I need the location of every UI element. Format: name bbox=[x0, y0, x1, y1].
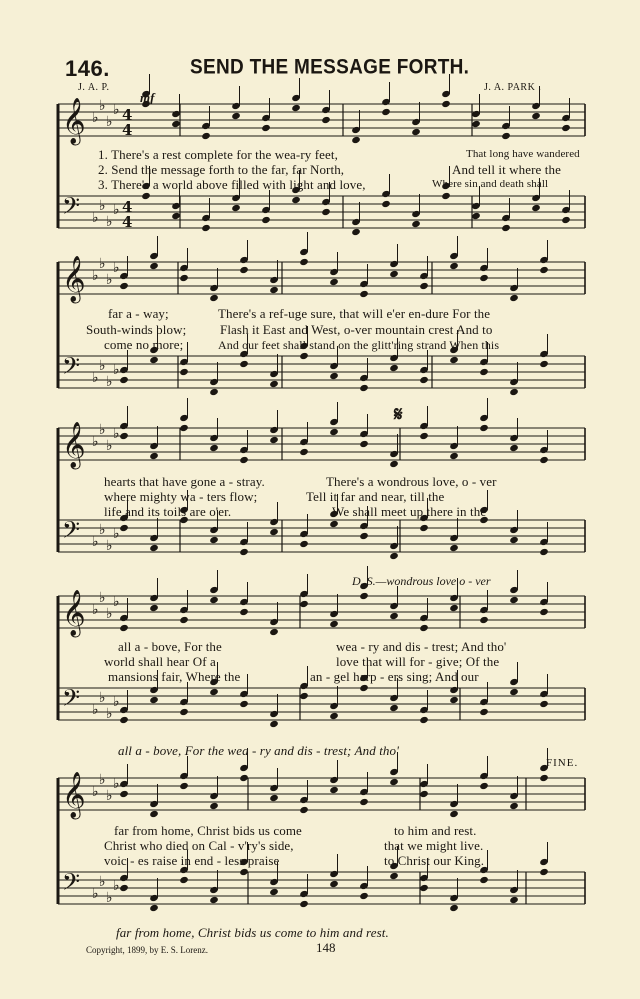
lyric-s2-v3-left: come no more; bbox=[104, 337, 184, 352]
note-head bbox=[261, 216, 271, 224]
note-head bbox=[149, 810, 159, 818]
note-head bbox=[149, 604, 159, 612]
bass-clef: 𝄢 bbox=[62, 684, 81, 717]
lyric-s2-v3-right: And our feet shall stand on the glitt'ring strand When this bbox=[218, 338, 500, 352]
note-head bbox=[149, 356, 159, 364]
note-head bbox=[239, 700, 249, 708]
key-flat: ♭ bbox=[113, 694, 120, 710]
lyric-s3-v1-left: hearts that have gone a - stray. bbox=[104, 474, 265, 489]
note-head bbox=[239, 774, 249, 782]
note-head bbox=[381, 108, 391, 116]
note-head bbox=[179, 616, 189, 624]
lyric-s1-v1-right: That long have wandered bbox=[466, 148, 580, 160]
note-head bbox=[119, 884, 129, 892]
note-head bbox=[239, 548, 249, 556]
lyric-s5-v2-left: Christ who died on Cal - v'ry's side, bbox=[104, 838, 294, 853]
lyric-s3-v3-right: We shall meet up there in the bbox=[332, 504, 487, 519]
key-flat: ♭ bbox=[113, 202, 120, 218]
note-head bbox=[509, 688, 519, 696]
note-head bbox=[389, 364, 399, 372]
lyric-s5-v3-right: to Christ our King. bbox=[384, 853, 485, 868]
time-signature-top: 4 bbox=[122, 106, 133, 124]
note-head bbox=[179, 274, 189, 282]
note-head bbox=[209, 688, 219, 696]
note-head bbox=[501, 224, 511, 232]
note-head bbox=[389, 270, 399, 278]
note-head bbox=[329, 372, 339, 380]
note-head bbox=[321, 116, 331, 124]
note-head bbox=[389, 552, 399, 560]
note-head bbox=[329, 620, 339, 628]
note-head bbox=[539, 266, 549, 274]
note-head bbox=[269, 720, 279, 728]
lyric-s3-v2-right: Tell it far and near, till the bbox=[306, 489, 445, 504]
note-head bbox=[479, 616, 489, 624]
note-head bbox=[359, 384, 369, 392]
lyric-s5-v1-left: far from home, Christ bids us come bbox=[114, 823, 302, 838]
note-head bbox=[209, 896, 219, 904]
note-head bbox=[449, 544, 459, 552]
lyric-s2-v2-left: South-winds blow; bbox=[86, 322, 187, 337]
note-head bbox=[179, 368, 189, 376]
note-head bbox=[299, 692, 309, 700]
key-flat: ♭ bbox=[106, 114, 113, 130]
note-head bbox=[479, 708, 489, 716]
note-head bbox=[359, 684, 369, 692]
note-head bbox=[299, 600, 309, 608]
key-flat: ♭ bbox=[92, 602, 99, 618]
note-head bbox=[119, 624, 129, 632]
note-head bbox=[381, 200, 391, 208]
key-flat: ♭ bbox=[106, 706, 113, 722]
ds-lyric: wondrous love o - ver bbox=[386, 574, 491, 588]
note-head bbox=[179, 782, 189, 790]
key-flat: ♭ bbox=[106, 374, 113, 390]
note-head bbox=[449, 604, 459, 612]
key-flat: ♭ bbox=[99, 690, 106, 706]
note-head bbox=[539, 548, 549, 556]
note-head bbox=[479, 876, 489, 884]
lyric-s1-v3-left: 3. There's a world above filled with light and love, bbox=[98, 177, 366, 192]
note-head bbox=[149, 904, 159, 912]
note-head bbox=[389, 460, 399, 468]
key-flat: ♭ bbox=[99, 198, 106, 214]
note-head bbox=[509, 536, 519, 544]
lyric-s5-bass-echo: far from home, Christ bids us come to him and rest. bbox=[116, 925, 389, 940]
note-head bbox=[351, 136, 361, 144]
note-head bbox=[479, 424, 489, 432]
note-head bbox=[119, 282, 129, 290]
note-head bbox=[171, 120, 181, 128]
ds-prefix: D. S.— bbox=[352, 574, 387, 588]
note-head bbox=[561, 216, 571, 224]
treble-clef: 𝄞 bbox=[62, 772, 86, 818]
note-head bbox=[291, 196, 301, 204]
note-head bbox=[201, 224, 211, 232]
note-head bbox=[509, 388, 519, 396]
key-flat: ♭ bbox=[113, 526, 120, 542]
note-head bbox=[299, 352, 309, 360]
lyric-s4-v3-left: mansions fair, Where the bbox=[108, 669, 241, 684]
key-flat: ♭ bbox=[106, 272, 113, 288]
note-head bbox=[209, 294, 219, 302]
note-head bbox=[509, 802, 519, 810]
key-flat: ♭ bbox=[106, 606, 113, 622]
bass-clef: 𝄢 bbox=[62, 516, 81, 549]
note-head bbox=[329, 520, 339, 528]
segno-sign: 𝄋 bbox=[394, 404, 403, 426]
lyric-s1-v2-left: 2. Send the message forth to the far, far North, bbox=[98, 162, 345, 177]
note-head bbox=[329, 880, 339, 888]
key-flat: ♭ bbox=[92, 370, 99, 386]
note-head bbox=[509, 444, 519, 452]
note-head bbox=[479, 782, 489, 790]
key-flat: ♭ bbox=[99, 590, 106, 606]
note-head bbox=[239, 868, 249, 876]
note-head bbox=[201, 132, 211, 140]
note-head bbox=[539, 868, 549, 876]
lyric-s5-v2-right: that we might live. bbox=[384, 838, 484, 853]
lyric-s3-v2-left: where mighty wa - ters flow; bbox=[104, 489, 258, 504]
lyric-s4-v1-right: wea - ry and dis - trest; And tho' bbox=[336, 639, 507, 654]
key-flat: ♭ bbox=[99, 98, 106, 114]
lyric-s2-v1-right: There's a ref-uge sure, that will e'er en-dure For the bbox=[218, 306, 491, 321]
note-head bbox=[539, 456, 549, 464]
note-head bbox=[449, 810, 459, 818]
note-head bbox=[329, 428, 339, 436]
note-head bbox=[449, 262, 459, 270]
key-flat: ♭ bbox=[92, 702, 99, 718]
key-flat: ♭ bbox=[113, 878, 120, 894]
lyric-s3-v3-left: life and its toils are o'er. bbox=[104, 504, 232, 519]
key-flat: ♭ bbox=[92, 534, 99, 550]
key-flat: ♭ bbox=[99, 256, 106, 272]
note-head bbox=[269, 628, 279, 636]
note-head bbox=[419, 376, 429, 384]
note-head bbox=[441, 100, 451, 108]
note-head bbox=[419, 432, 429, 440]
note-head bbox=[329, 278, 339, 286]
dal-segno-label bbox=[352, 574, 491, 589]
key-flat: ♭ bbox=[106, 214, 113, 230]
note-head bbox=[119, 790, 129, 798]
hymn-title: SEND THE MESSAGE FORTH. bbox=[190, 56, 470, 80]
note-head bbox=[561, 124, 571, 132]
lyric-s1-v2-right: And tell it where the bbox=[452, 162, 561, 177]
note-head bbox=[299, 258, 309, 266]
note-head bbox=[149, 544, 159, 552]
note-head bbox=[419, 624, 429, 632]
note-head bbox=[261, 124, 271, 132]
page-number: 148 bbox=[316, 940, 336, 955]
note-head bbox=[389, 872, 399, 880]
note-head bbox=[231, 204, 241, 212]
note-head bbox=[329, 712, 339, 720]
key-flat: ♭ bbox=[113, 102, 120, 118]
note-head bbox=[299, 806, 309, 814]
note-head bbox=[419, 884, 429, 892]
note-head bbox=[179, 876, 189, 884]
note-head bbox=[509, 896, 519, 904]
note-head bbox=[209, 388, 219, 396]
note-head bbox=[329, 786, 339, 794]
note-head bbox=[389, 704, 399, 712]
key-flat: ♭ bbox=[99, 874, 106, 890]
note-head bbox=[269, 528, 279, 536]
note-head bbox=[239, 360, 249, 368]
note-head bbox=[389, 612, 399, 620]
note-head bbox=[231, 112, 241, 120]
note-head bbox=[209, 444, 219, 452]
treble-clef: 𝄞 bbox=[62, 590, 86, 636]
note-head bbox=[119, 524, 129, 532]
note-head bbox=[389, 778, 399, 786]
note-head bbox=[359, 798, 369, 806]
note-head bbox=[539, 774, 549, 782]
lyric-s4-v3-right: an - gel harp - ers sing; And our bbox=[310, 669, 479, 684]
note-head bbox=[539, 700, 549, 708]
lyric-s2-v2-right: Flash it East and West, o-ver mountain crest And to bbox=[220, 322, 493, 337]
note-head bbox=[171, 212, 181, 220]
lyric-s1-v1-left: 1. There's a rest complete for the wea-ry feet, bbox=[98, 147, 338, 162]
note-head bbox=[449, 452, 459, 460]
note-head bbox=[359, 290, 369, 298]
key-flat: ♭ bbox=[99, 358, 106, 374]
note-head bbox=[359, 532, 369, 540]
note-head bbox=[351, 228, 361, 236]
note-head bbox=[119, 432, 129, 440]
note-head bbox=[471, 120, 481, 128]
note-head bbox=[411, 128, 421, 136]
bass-clef: 𝄢 bbox=[62, 352, 81, 385]
treble-clef: 𝄞 bbox=[62, 98, 86, 144]
note-head bbox=[449, 696, 459, 704]
note-head bbox=[299, 448, 309, 456]
lyric-s2-v1-left: far a - way; bbox=[108, 306, 169, 321]
lyric-s4-v2-right: love that will for - give; Of the bbox=[336, 654, 500, 669]
note-head bbox=[269, 888, 279, 896]
key-flat: ♭ bbox=[106, 890, 113, 906]
note-head bbox=[269, 286, 279, 294]
note-head bbox=[299, 900, 309, 908]
lyric-s4-v2-left: world shall hear Of a bbox=[104, 654, 216, 669]
lyricist-credit: J. A. P. bbox=[78, 82, 110, 93]
note-head bbox=[479, 368, 489, 376]
note-head bbox=[471, 212, 481, 220]
note-head bbox=[291, 104, 301, 112]
note-head bbox=[141, 192, 151, 200]
time-signature-bottom: 4 bbox=[122, 121, 133, 139]
lyric-s5-v3-left: voic - es raise in end - less praise bbox=[104, 853, 280, 868]
note-head bbox=[149, 696, 159, 704]
note-head bbox=[419, 790, 429, 798]
note-head bbox=[539, 608, 549, 616]
lyric-s1-v3-right: Where sin and death shall bbox=[432, 178, 549, 190]
note-head bbox=[119, 716, 129, 724]
note-head bbox=[359, 592, 369, 600]
note-head bbox=[501, 132, 511, 140]
treble-clef: 𝄞 bbox=[62, 256, 86, 302]
note-head bbox=[539, 360, 549, 368]
key-flat: ♭ bbox=[113, 362, 120, 378]
lyric-s5-v1-right: to him and rest. bbox=[394, 823, 477, 838]
note-head bbox=[509, 596, 519, 604]
composer-credit: J. A. PARK . bbox=[484, 82, 542, 93]
note-head bbox=[239, 608, 249, 616]
note-head bbox=[239, 456, 249, 464]
key-flat: ♭ bbox=[113, 260, 120, 276]
key-flat: ♭ bbox=[92, 784, 99, 800]
key-flat: ♭ bbox=[92, 268, 99, 284]
note-head bbox=[179, 708, 189, 716]
hymn-number: 146. bbox=[65, 56, 110, 81]
note-head bbox=[269, 380, 279, 388]
key-flat: ♭ bbox=[99, 522, 106, 538]
note-head bbox=[209, 536, 219, 544]
note-head bbox=[321, 208, 331, 216]
key-flat: ♭ bbox=[99, 772, 106, 788]
note-head bbox=[531, 112, 541, 120]
key-flat: ♭ bbox=[92, 210, 99, 226]
note-head bbox=[179, 424, 189, 432]
note-head bbox=[531, 204, 541, 212]
note-head bbox=[269, 794, 279, 802]
fine-marking: FINE. bbox=[546, 757, 579, 769]
note-head bbox=[441, 192, 451, 200]
key-flat: ♭ bbox=[113, 594, 120, 610]
lyric-s4-v1-left: all a - bove, For the bbox=[118, 639, 222, 654]
note-head bbox=[449, 356, 459, 364]
treble-clef: 𝄞 bbox=[62, 422, 86, 468]
note-head bbox=[149, 262, 159, 270]
note-head bbox=[411, 220, 421, 228]
note-head bbox=[239, 266, 249, 274]
key-flat: ♭ bbox=[92, 434, 99, 450]
note-head bbox=[359, 440, 369, 448]
note-head bbox=[419, 524, 429, 532]
note-head bbox=[209, 596, 219, 604]
lyric-s3-v1-right: There's a wondrous love, o - ver bbox=[326, 474, 497, 489]
key-flat: ♭ bbox=[113, 426, 120, 442]
key-flat: ♭ bbox=[113, 776, 120, 792]
key-flat: ♭ bbox=[106, 538, 113, 554]
note-head bbox=[419, 282, 429, 290]
note-head bbox=[509, 294, 519, 302]
note-head bbox=[449, 904, 459, 912]
key-flat: ♭ bbox=[106, 788, 113, 804]
note-head bbox=[269, 436, 279, 444]
time-signature-bottom: 4 bbox=[122, 213, 133, 231]
bass-clef: 𝄢 bbox=[62, 868, 81, 901]
bass-clef: 𝄢 bbox=[62, 192, 81, 225]
time-signature-top: 4 bbox=[122, 198, 133, 216]
note-head bbox=[419, 716, 429, 724]
key-flat: ♭ bbox=[99, 422, 106, 438]
key-flat: ♭ bbox=[106, 438, 113, 454]
note-head bbox=[359, 892, 369, 900]
dynamic-mezzo-forte: mf bbox=[140, 90, 155, 105]
note-head bbox=[479, 274, 489, 282]
note-head bbox=[299, 540, 309, 548]
copyright-notice: Copyright, 1899, by E. S. Lorenz. bbox=[86, 945, 208, 955]
lyric-s4-bass-echo: all a - bove, For the wea - ry and dis - trest; And tho' bbox=[118, 743, 399, 758]
note-head bbox=[209, 802, 219, 810]
key-flat: ♭ bbox=[92, 110, 99, 126]
note-head bbox=[119, 376, 129, 384]
note-head bbox=[149, 452, 159, 460]
key-flat: ♭ bbox=[92, 886, 99, 902]
